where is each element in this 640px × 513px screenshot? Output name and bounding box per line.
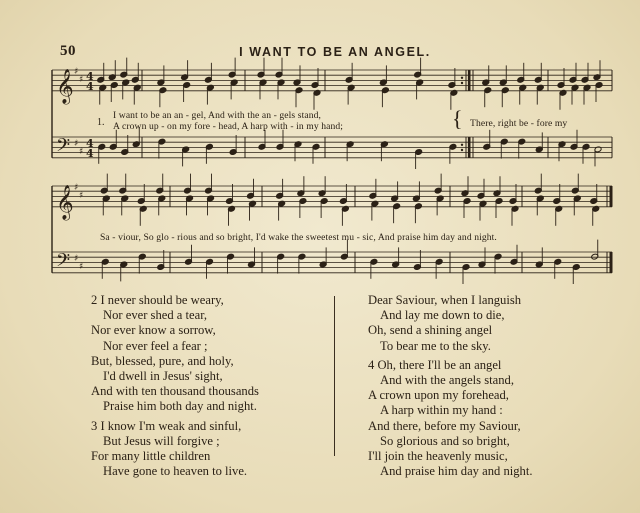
system-1-sharp-icon: ♯ — [74, 139, 79, 149]
stanza-line: Dear Saviour, when I languish — [368, 293, 522, 307]
repeat-dot — [461, 149, 463, 151]
right-stanza — [368, 358, 533, 480]
system-2-bass-clef-icon: 𝄢 — [56, 250, 71, 276]
repeat-dot — [461, 77, 463, 79]
stanzas-left — [91, 293, 259, 483]
lyric-line-1: I want to be an an - gel, And with the an - gels stand, — [113, 110, 321, 121]
song-title: I WANT TO BE AN ANGEL. — [239, 45, 431, 59]
left-stanza — [91, 293, 259, 415]
stanza-line: But, blessed, pure, and holy, — [91, 353, 234, 368]
stanza-line: But Jesus will forgive ; — [103, 433, 220, 448]
stanza-line: 4 Oh, there I'll be an angel — [368, 357, 502, 372]
stanza-line: A harp within my hand : — [380, 403, 503, 418]
system-1-treble-clef-icon: 𝄞 — [56, 68, 74, 104]
time-signature-top: 4 — [86, 70, 94, 83]
stanza-line: A crown upon my forehead, — [368, 388, 509, 403]
stanza-line: And praise him day and night. — [380, 464, 533, 479]
right-stanza — [368, 293, 533, 354]
stanza-line: So glorious and so bright, — [380, 433, 510, 448]
time-signature-bottom: 4 — [86, 80, 94, 93]
time-signature-top: 4 — [86, 137, 94, 150]
stanza-line: 2 I never should be weary, — [91, 293, 224, 307]
verse-number: 1. — [97, 117, 105, 128]
column-divider — [334, 296, 335, 456]
stanza-line: Nor ever shed a tear, — [103, 308, 208, 323]
system-1-sharp-icon: ♯ — [79, 147, 84, 157]
lyric-tail: There, right be - fore my — [470, 118, 568, 129]
left-stanza — [91, 419, 259, 480]
system-1-bass-clef-icon: 𝄢 — [56, 135, 71, 161]
stanza-line: 3 I know I'm weak and sinful, — [91, 418, 242, 433]
stanzas-right — [368, 293, 533, 483]
stanza-line: I'll join the heavenly music, — [368, 449, 508, 464]
system-2-sharp-icon: ♯ — [79, 262, 84, 272]
stanza-line: And with the angels stand, — [380, 373, 514, 388]
system-2-sharp-icon: ♯ — [74, 254, 79, 264]
stanza-line: Have gone to heaven to live. — [103, 464, 248, 479]
stanza-line: Oh, send a shining angel — [368, 323, 493, 338]
stanza-line: For many little children — [91, 449, 211, 464]
lyric-line-2: A crown up - on my fore - head, A harp with - in my hand; — [113, 121, 344, 132]
stanza-line: To bear me to the sky. — [380, 338, 491, 353]
stanza-line: I'd dwell in Jesus' sight, — [103, 369, 223, 384]
repeat-dot — [461, 144, 463, 146]
stanza-line: Nor ever know a sorrow, — [91, 323, 216, 338]
stanza-line: And with ten thousand thousands — [91, 384, 259, 399]
lyric-line-3: Sa - viour, So glo - rious and so bright, I'd wake the sweetest mu - sic, And praise him day and night. — [100, 232, 497, 243]
system-2-sharp-icon: ♯ — [79, 191, 84, 201]
stanza-line: Nor ever feel a fear ; — [103, 338, 208, 353]
time-signature-bottom: 4 — [86, 147, 94, 160]
stanza-line: And there, before my Saviour, — [368, 418, 521, 433]
repeat-dot — [461, 82, 463, 84]
stanza-line: And lay me down to die, — [380, 308, 505, 323]
page-number: 50 — [60, 43, 76, 59]
system-1-sharp-icon: ♯ — [79, 75, 84, 85]
system-2-sharp-icon: ♯ — [74, 183, 79, 193]
stanza-line: Praise him both day and night. — [103, 399, 257, 414]
system-1-sharp-icon: ♯ — [74, 67, 79, 77]
lyric-brace: { — [452, 106, 463, 131]
system-2-treble-clef-icon: 𝄞 — [56, 184, 74, 220]
